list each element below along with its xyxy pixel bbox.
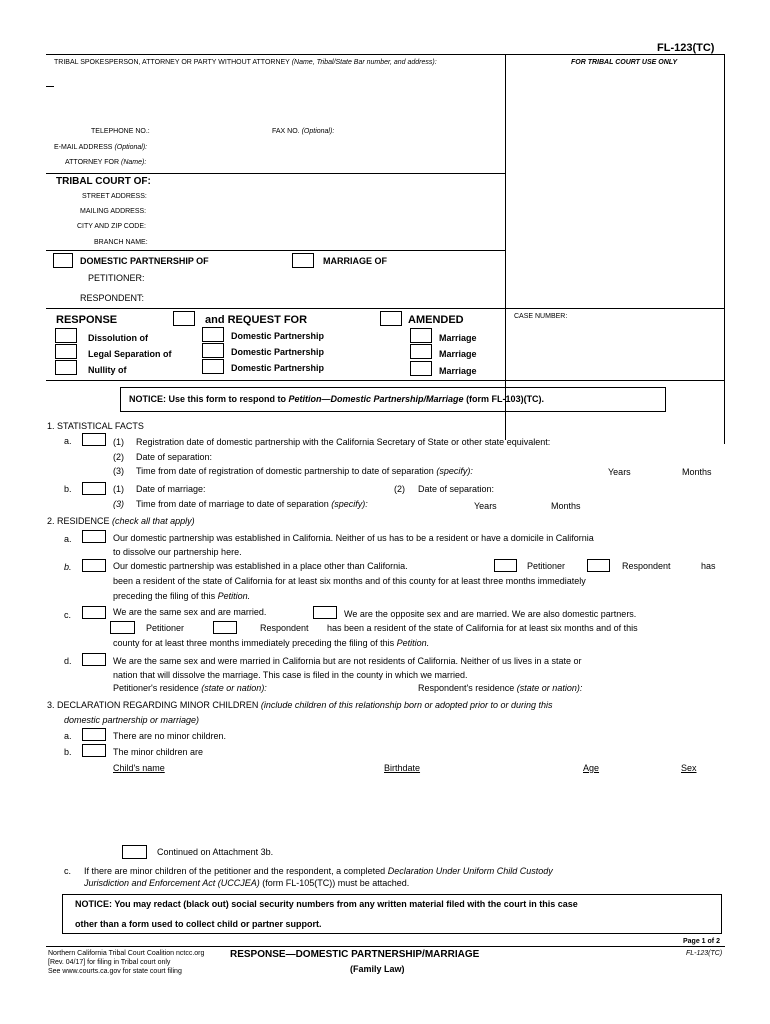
nullity-checkbox[interactable] <box>55 360 77 375</box>
s2-c-text4: county for at least three months immediately preceding the filing of this Petition. <box>113 638 430 648</box>
s1-a2-num: (2) <box>113 452 124 462</box>
nullity-label: Nullity of <box>88 365 127 375</box>
s2-d-checkbox[interactable] <box>82 653 106 666</box>
s1-a-months: Months <box>682 467 712 477</box>
s2-c-respondent-checkbox[interactable] <box>213 621 237 634</box>
footer-subtitle: (Family Law) <box>350 964 405 974</box>
s2-c-text1: We are the same sex and are married. <box>113 607 267 617</box>
s3-c-text2: Jurisdiction and Enforcement Act (UCCJEA) (form FL-105(TC)) must be attached. <box>84 878 410 888</box>
s3-b-text: The minor children are <box>113 747 204 757</box>
s2-d-pet-residence: Petitioner's residence (state or nation): <box>113 683 267 693</box>
col-birthdate: Birthdate <box>384 763 421 773</box>
request-checkbox[interactable] <box>173 311 195 326</box>
s1-b-years: Years <box>474 501 497 511</box>
header-top-border <box>46 54 725 55</box>
footer-coalition: Northern California Tribal Court Coalition nctcc.org <box>48 950 205 957</box>
s2-b-text1: Our domestic partnership was established in a place other than California. <box>113 561 408 571</box>
s2-b-checkbox[interactable] <box>82 559 106 572</box>
s1-b-label: b. <box>64 484 72 494</box>
dp-separation-checkbox[interactable] <box>202 343 224 358</box>
marriage-nullity-label: Marriage <box>439 366 477 376</box>
s1-a2-text: Date of separation: <box>136 452 213 462</box>
tribal-court-label: TRIBAL COURT OF: <box>56 176 151 187</box>
fax-label: FAX NO. (Optional): <box>272 128 335 135</box>
marriage-of-label: MARRIAGE OF <box>323 256 387 266</box>
and-request-label: and REQUEST FOR <box>205 314 308 326</box>
continued-checkbox[interactable] <box>122 845 147 859</box>
s1-a3-text: Time from date of registration of domestic partnership to date of separation (specify): <box>136 466 473 476</box>
s2-c-respondent-label: Respondent <box>260 623 309 633</box>
s3-c-text1: If there are minor children of the petitioner and the respondent, a completed Declaration Under Uniform Child Custody <box>84 866 553 876</box>
dp-separation-label: Domestic Partnership <box>231 347 325 357</box>
s3-c-label: c. <box>64 866 72 876</box>
s2-a-text1: Our domestic partnership was established in California. Neither of us has to be a resident or have a domicile in California <box>113 533 594 543</box>
s2-d-label: d. <box>64 656 72 666</box>
continued-label: Continued on Attachment 3b. <box>157 847 274 857</box>
s2-b-text2: been a resident of the state of California for at least six months and of this county for at least three months immediately <box>113 576 586 586</box>
s2-c-label: c. <box>64 610 72 620</box>
s1-b-checkbox[interactable] <box>82 482 106 495</box>
s2-d-text1: We are the same sex and were married in California but are not residents of California. Neither of us lives in a state or <box>113 656 582 666</box>
marriage-of-checkbox[interactable] <box>292 253 314 268</box>
s2-c-text2: We are the opposite sex and are married. We are also domestic partners. <box>344 609 637 619</box>
header-line-title <box>46 308 725 309</box>
s1-a3-num: (3) <box>113 466 124 476</box>
s2-d-text2: nation that will dissolve the marriage. This case is filed in the county in which we married. <box>113 670 468 680</box>
header-right-border <box>724 54 725 444</box>
s2-c-petitioner-checkbox[interactable] <box>110 621 135 634</box>
redact-notice-line2: other than a form used to collect child or partner support. <box>75 919 322 929</box>
attorney-for-label: ATTORNEY FOR (Name): <box>65 159 147 166</box>
s2-c-text3: has been a resident of the state of California for at least six months and of this <box>327 623 638 633</box>
dp-nullity-label: Domestic Partnership <box>231 363 325 373</box>
notice-text: NOTICE: Use this form to respond to Petition—Domestic Partnership/Marriage (form FL-103)(TC). <box>129 394 545 404</box>
s2-a-text2: to dissolve our partnership here. <box>113 547 242 557</box>
dp-dissolution-checkbox[interactable] <box>202 327 224 342</box>
s3-a-label: a. <box>64 731 72 741</box>
s2-b-respondent-label: Respondent <box>622 561 671 571</box>
petitioner-label: PETITIONER: <box>88 273 145 283</box>
amended-label: AMENDED <box>408 314 464 326</box>
s1-a-checkbox[interactable] <box>82 433 106 446</box>
footer-form-id: FL-123(TC) <box>686 950 723 957</box>
dash-mark <box>46 86 54 87</box>
s2-b-text3: preceding the filing of this Petition. <box>113 591 251 601</box>
footer-see: See www.courts.ca.gov for state court filing <box>48 968 182 975</box>
footer-rev: [Rev. 04/17] for filing in Tribal court only <box>48 959 171 966</box>
s3-a-text: There are no minor children. <box>113 731 227 741</box>
attorney-label: TRIBAL SPOKESPERSON, ATTORNEY OR PARTY WITHOUT ATTORNEY (Name, Tribal/State Bar number, and address): <box>54 59 437 66</box>
footer-rule <box>46 946 725 947</box>
s1-b2-text: Date of separation: <box>418 484 495 494</box>
street-label: STREET ADDRESS: <box>82 193 147 200</box>
mailing-label: MAILING ADDRESS: <box>80 208 147 215</box>
s2-a-checkbox[interactable] <box>82 530 106 543</box>
s2-a-label: a. <box>64 534 72 544</box>
header-line-bottom <box>46 380 725 381</box>
header-line-parties <box>46 250 505 251</box>
s3-heading: 3. DECLARATION REGARDING MINOR CHILDREN (include children of this relationship born or adopted prior to or during this <box>47 700 553 710</box>
col-age: Age <box>583 763 600 773</box>
form-id: FL-123(TC) <box>657 42 715 54</box>
redact-notice-line1: NOTICE: You may redact (black out) social security numbers from any written material filed with the court in this case <box>75 899 578 909</box>
marriage-separation-checkbox[interactable] <box>410 344 432 359</box>
s1-a1-num: (1) <box>113 437 124 447</box>
legal-separation-label: Legal Separation of <box>88 349 172 359</box>
marriage-nullity-checkbox[interactable] <box>410 361 432 376</box>
dissolution-checkbox[interactable] <box>55 328 77 343</box>
s2-d-resp-residence: Respondent's residence (state or nation): <box>418 683 583 693</box>
case-number-label: CASE NUMBER: <box>514 313 568 320</box>
court-use-label: FOR TRIBAL COURT USE ONLY <box>571 59 678 66</box>
city-label: CITY AND ZIP CODE: <box>77 223 146 230</box>
s1-b1-num: (1) <box>113 484 124 494</box>
legal-separation-checkbox[interactable] <box>55 344 77 359</box>
s1-a-label: a. <box>64 436 72 446</box>
marriage-dissolution-checkbox[interactable] <box>410 328 432 343</box>
respondent-label: RESPONDENT: <box>80 293 145 303</box>
header-line-court <box>46 173 505 174</box>
header-divider <box>505 54 506 440</box>
s1-heading: 1. STATISTICAL FACTS <box>47 421 144 431</box>
dp-dissolution-label: Domestic Partnership <box>231 331 325 341</box>
s1-b3-text: Time from date of marriage to date of separation (specify): <box>136 499 368 509</box>
s3-b-label: b. <box>64 747 72 757</box>
dp-nullity-checkbox[interactable] <box>202 359 224 374</box>
s3-heading-cont: domestic partnership or marriage) <box>64 715 200 725</box>
amended-checkbox[interactable] <box>380 311 402 326</box>
s2-c-checkbox[interactable] <box>82 606 106 619</box>
telephone-label: TELEPHONE NO.: <box>91 128 150 135</box>
dp-of-checkbox[interactable] <box>53 253 73 268</box>
email-label: E-MAIL ADDRESS (Optional): <box>54 144 148 151</box>
dp-of-label: DOMESTIC PARTNERSHIP OF <box>80 256 209 266</box>
response-label: RESPONSE <box>56 314 118 326</box>
s2-c-opposite-checkbox[interactable] <box>313 606 337 619</box>
s1-b3-num: (3) <box>113 499 124 509</box>
col-childs-name: Child's name <box>113 763 165 773</box>
col-sex: Sex <box>681 763 697 773</box>
s1-a-years: Years <box>608 467 631 477</box>
footer-title: RESPONSE—DOMESTIC PARTNERSHIP/MARRIAGE <box>230 949 480 960</box>
s2-b-respondent-checkbox[interactable] <box>587 559 610 572</box>
s3-b-checkbox[interactable] <box>82 744 106 757</box>
s2-c-petitioner-label: Petitioner <box>146 623 185 633</box>
s1-b-months: Months <box>551 501 581 511</box>
s1-b1-text: Date of marriage: <box>136 484 206 494</box>
s1-b2-num: (2) <box>394 484 405 494</box>
s2-b-label: b. <box>64 562 72 572</box>
marriage-separation-label: Marriage <box>439 349 477 359</box>
branch-label: BRANCH NAME: <box>94 239 148 246</box>
dissolution-label: Dissolution of <box>88 333 148 343</box>
s2-b-petitioner-checkbox[interactable] <box>494 559 517 572</box>
marriage-dissolution-label: Marriage <box>439 333 477 343</box>
s2-b-petitioner-label: Petitioner <box>527 561 566 571</box>
s2-b-has: has <box>701 561 716 571</box>
s1-a1-text: Registration date of domestic partnership with the California Secretary of State or other state equivalent: <box>136 437 551 447</box>
s3-a-checkbox[interactable] <box>82 728 106 741</box>
page-number: Page 1 of 2 <box>683 938 720 945</box>
s2-heading: 2. RESIDENCE (check all that apply) <box>47 516 195 526</box>
